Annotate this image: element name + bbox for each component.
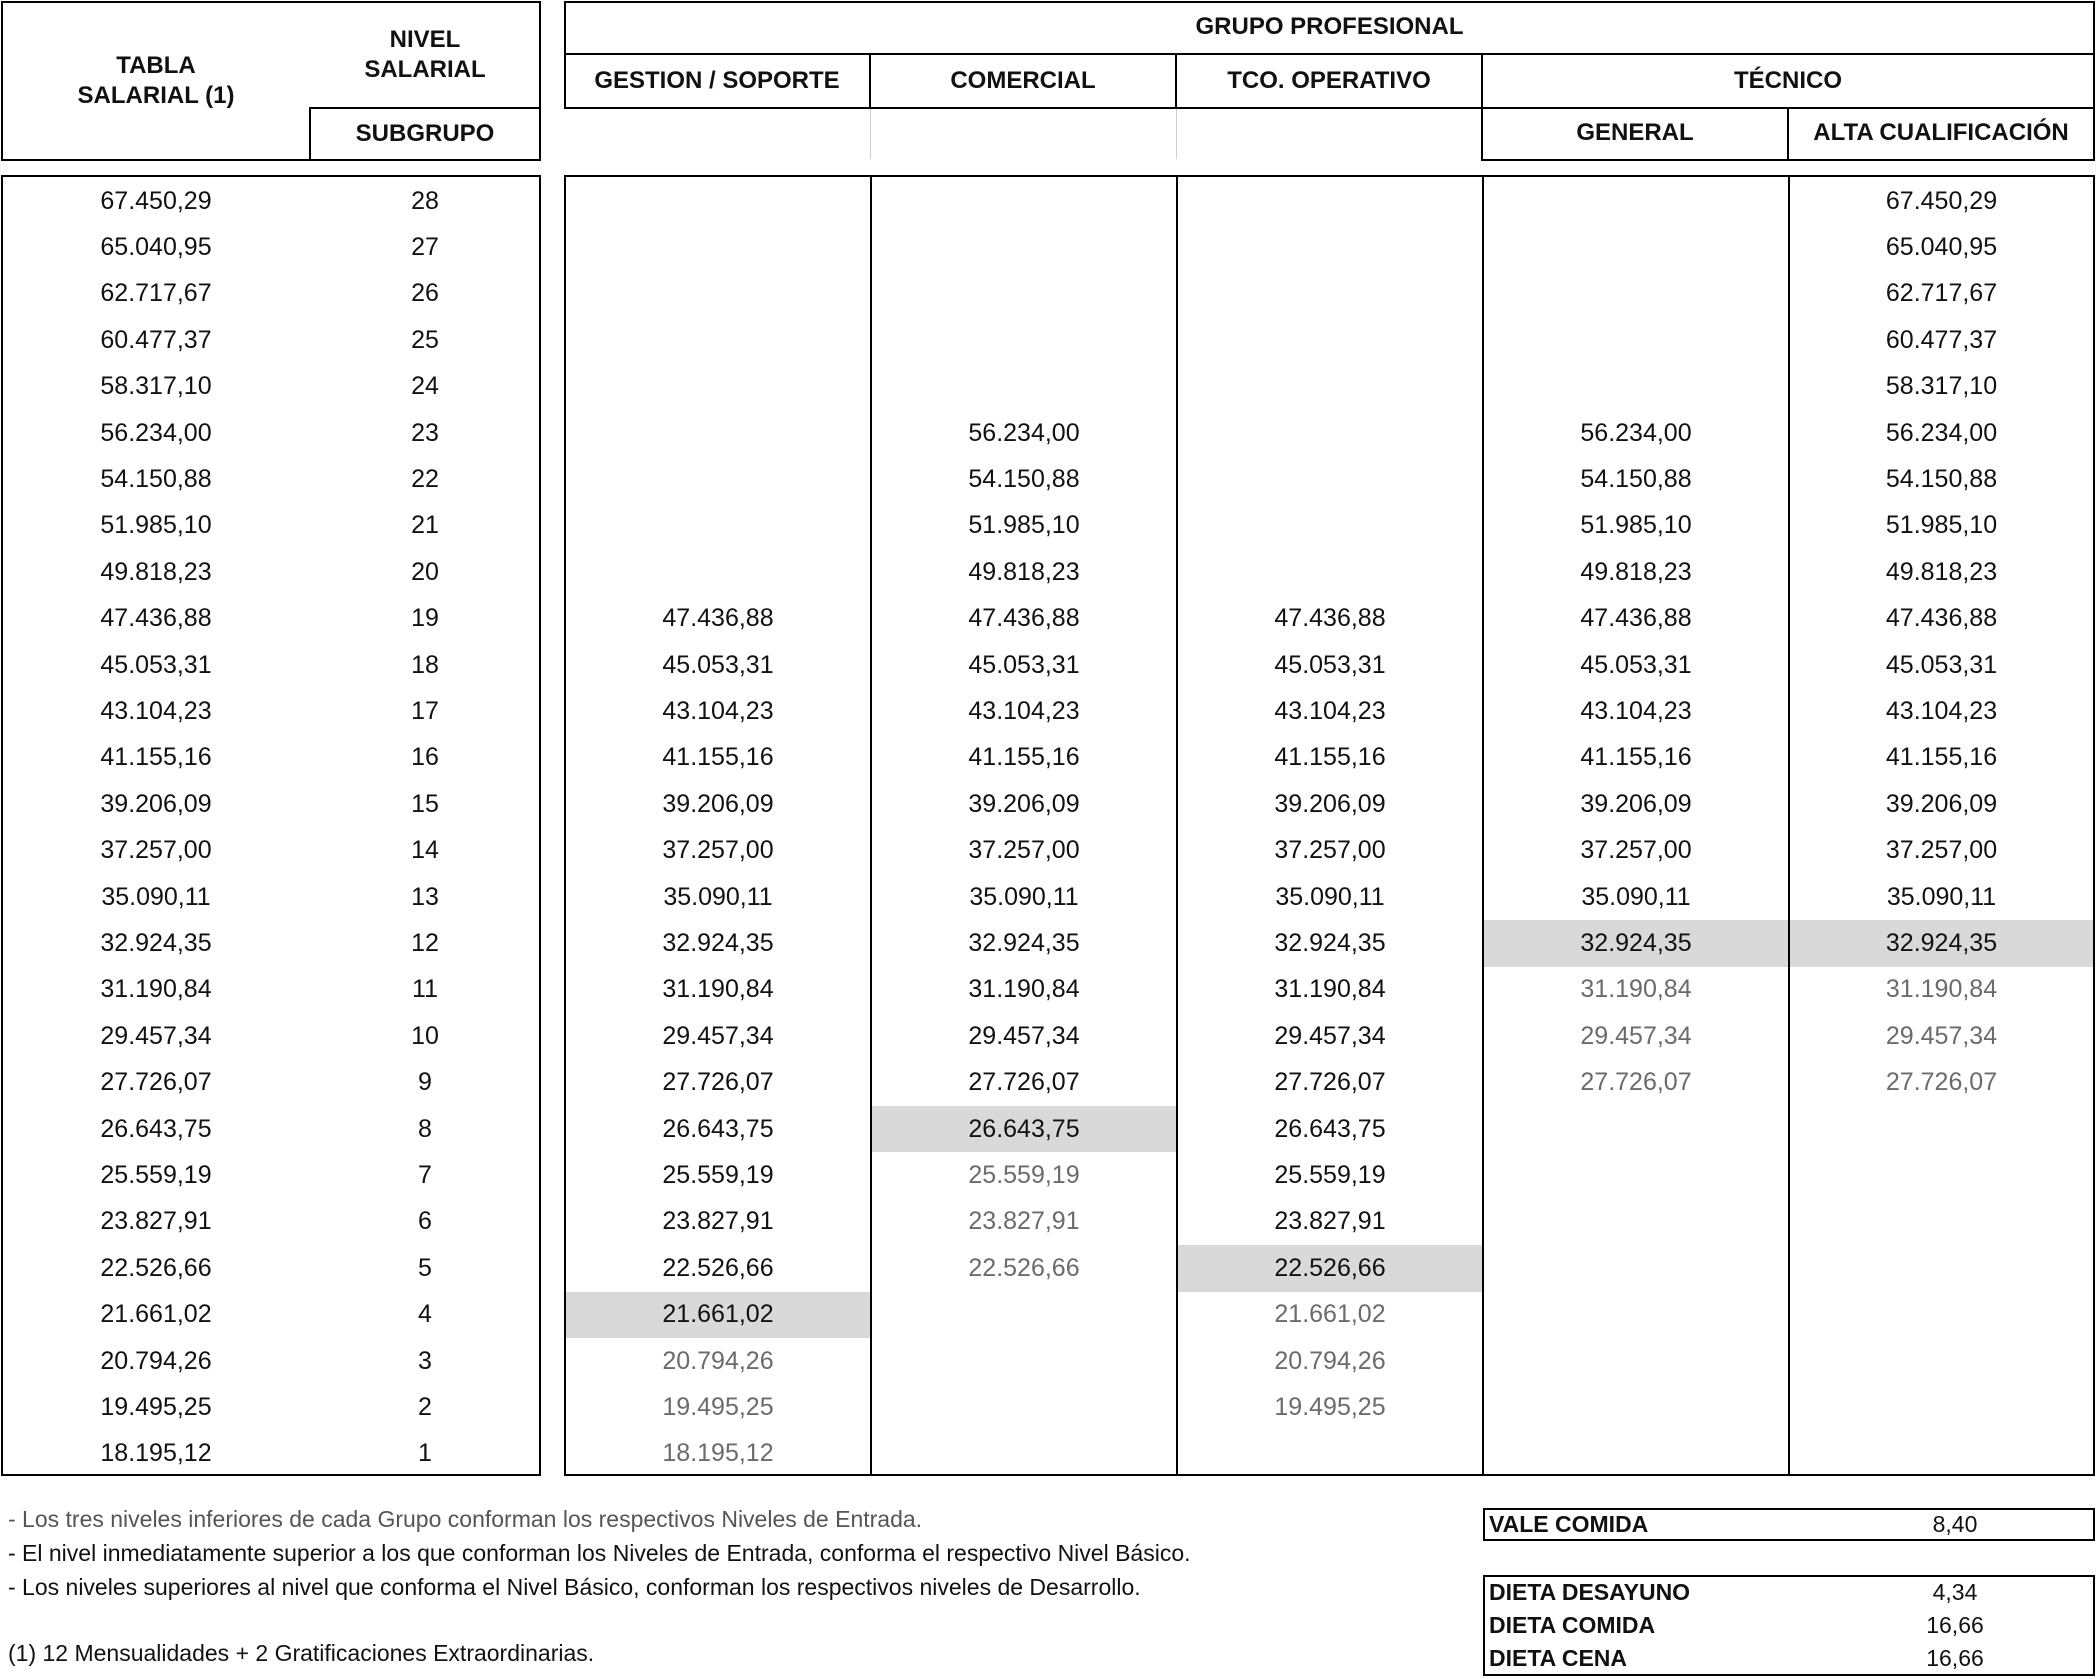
table-row — [3, 735, 539, 781]
table-row — [566, 410, 2093, 456]
tco-cell: 29.457,34 — [1274, 1021, 1386, 1050]
dieta-value: 16,66 — [1926, 1645, 1984, 1671]
alta-cell: 67.450,29 — [1885, 186, 1998, 215]
nivel-cell: 1 — [418, 1439, 432, 1468]
comercial-cell: 54.150,88 — [968, 465, 1080, 494]
comercial-cell — [872, 1292, 1176, 1338]
table-row — [3, 781, 539, 827]
tabla-salarial-cell: 18.195,12 — [100, 1439, 212, 1468]
vale-comida-box — [1483, 1508, 2095, 1541]
gestion-cell — [566, 317, 870, 363]
tco-cell: 21.661,02 — [1274, 1300, 1386, 1329]
alta-cell: 39.206,09 — [1885, 789, 1998, 818]
tabla-salarial-cell: 49.818,23 — [100, 557, 212, 586]
tabla-salarial-cell: 56.234,00 — [100, 418, 212, 447]
right-body-box — [564, 175, 2095, 1476]
nivel-cell: 25 — [411, 325, 439, 354]
gestion-cell: 45.053,31 — [662, 650, 774, 679]
general-cell — [1484, 1199, 1788, 1245]
general-cell — [1484, 1338, 1788, 1384]
tabla-salarial-cell: 27.726,07 — [100, 1068, 212, 1097]
table-row — [3, 1060, 539, 1106]
alta-cell — [1790, 1245, 2093, 1291]
alta-cell: 58.317,10 — [1885, 372, 1998, 401]
general-cell — [1484, 1152, 1788, 1198]
nivel-cell: 15 — [411, 789, 439, 818]
tabla-salarial-cell: 65.040,95 — [100, 233, 212, 262]
nivel-cell: 18 — [411, 650, 439, 679]
alta-cell: 43.104,23 — [1885, 697, 1998, 726]
table-row — [3, 1152, 539, 1198]
comercial-cell: 47.436,88 — [968, 604, 1080, 633]
general-cell: 47.436,88 — [1580, 604, 1692, 633]
general-cell: 35.090,11 — [1581, 882, 1691, 911]
table-row — [566, 920, 2093, 966]
alta-cell — [1790, 1431, 2093, 1477]
table-row — [3, 874, 539, 920]
gestion-cell: 39.206,09 — [662, 789, 774, 818]
alta-cell: 32.924,35 — [1790, 920, 2093, 966]
nivel-cell: 21 — [411, 511, 439, 540]
tco-cell — [1178, 410, 1482, 456]
alta-cell: 37.257,00 — [1885, 836, 1998, 865]
general-cell: 54.150,88 — [1580, 465, 1692, 494]
gestion-cell: 18.195,12 — [662, 1439, 774, 1468]
right-rows — [566, 177, 2093, 1474]
general-cell: 41.155,16 — [1580, 743, 1692, 772]
nivel-cell: 11 — [412, 975, 438, 1004]
general-cell — [1484, 1292, 1788, 1338]
table-row — [566, 828, 2093, 874]
tabla-salarial-cell: 67.450,29 — [100, 186, 212, 215]
gestion-cell: 37.257,00 — [662, 836, 774, 865]
gestion-cell: 27.726,07 — [662, 1068, 774, 1097]
table-row — [3, 1292, 539, 1338]
general-cell: 51.985,10 — [1580, 511, 1692, 540]
tco-cell — [1178, 1431, 1482, 1477]
tecnico-header: TÉCNICO — [1734, 67, 1842, 94]
table-row — [3, 1013, 539, 1059]
vale-comida-value: 8,40 — [1932, 1511, 1978, 1537]
nivel-cell: 9 — [418, 1068, 432, 1097]
general-cell: 32.924,35 — [1484, 920, 1788, 966]
table-row — [3, 920, 539, 966]
table-row — [3, 456, 539, 502]
table-row — [3, 1431, 539, 1477]
faint-divider — [870, 109, 871, 159]
grupo-profesional-header: GRUPO PROFESIONAL — [1195, 13, 1464, 40]
general-cell: 27.726,07 — [1580, 1068, 1692, 1097]
tco-cell: 20.794,26 — [1274, 1346, 1386, 1375]
alta-cell: 62.717,67 — [1885, 279, 1998, 308]
gestion-cell: 41.155,16 — [662, 743, 774, 772]
table-row — [566, 1431, 2093, 1477]
comercial-cell — [872, 317, 1176, 363]
comercial-cell: 49.818,23 — [968, 557, 1080, 586]
general-cell: 39.206,09 — [1580, 789, 1692, 818]
table-row — [566, 874, 2093, 920]
table-row — [566, 317, 2093, 363]
comercial-cell — [872, 271, 1176, 317]
dieta-row — [1485, 1642, 2093, 1675]
tabla-salarial-cell: 20.794,26 — [100, 1346, 212, 1375]
table-row — [566, 596, 2093, 642]
nivel-salarial-header: NIVEL SALARIAL — [364, 26, 486, 83]
nivel-cell: 8 — [418, 1114, 432, 1143]
alta-cell: 31.190,84 — [1885, 975, 1998, 1004]
alta-cell: 51.985,10 — [1885, 511, 1998, 540]
nivel-cell: 19 — [411, 604, 439, 633]
table-row — [3, 364, 539, 410]
nivel-cell: 14 — [411, 836, 439, 865]
tco-cell — [1178, 364, 1482, 410]
gestion-cell: 32.924,35 — [662, 929, 774, 958]
gestion-cell — [566, 503, 870, 549]
tco-cell — [1178, 503, 1482, 549]
note-desarrollo: - Los niveles superiores al nivel que conforma el Nivel Básico, conforman los respectivos niveles de Desarrollo. — [8, 1574, 1141, 1600]
comercial-cell — [872, 178, 1176, 224]
tco-cell: 22.526,66 — [1178, 1245, 1482, 1291]
table-row — [566, 271, 2093, 317]
alta-cell: 45.053,31 — [1885, 650, 1998, 679]
tabla-salarial-cell: 37.257,00 — [100, 836, 212, 865]
alta-cell: 41.155,16 — [1885, 743, 1998, 772]
nivel-cell: 24 — [411, 372, 439, 401]
tco-cell: 19.495,25 — [1274, 1393, 1386, 1422]
alta-cell: 60.477,37 — [1885, 325, 1998, 354]
tco-cell: 25.559,19 — [1274, 1161, 1386, 1190]
tco-cell — [1178, 317, 1482, 363]
table-row — [3, 1338, 539, 1384]
tabla-salarial-cell: 29.457,34 — [100, 1021, 212, 1050]
alta-cell — [1790, 1106, 2093, 1152]
alta-cell: 65.040,95 — [1885, 233, 1998, 262]
alta-cell — [1790, 1152, 2093, 1198]
nivel-cell: 20 — [411, 557, 439, 586]
comercial-cell — [872, 364, 1176, 410]
comercial-cell: 56.234,00 — [968, 418, 1080, 447]
table-row — [566, 1338, 2093, 1384]
comercial-cell: 43.104,23 — [968, 697, 1080, 726]
comercial-cell: 35.090,11 — [969, 882, 1079, 911]
nivel-cell: 17 — [411, 697, 439, 726]
tabla-salarial-cell: 35.090,11 — [101, 882, 211, 911]
tco-cell: 47.436,88 — [1274, 604, 1386, 633]
alta-cell — [1790, 1384, 2093, 1430]
tabla-salarial-cell: 25.559,19 — [100, 1161, 212, 1190]
dieta-label: DIETA CENA — [1489, 1645, 1627, 1671]
nivel-cell: 23 — [411, 418, 439, 447]
dieta-label: DIETA COMIDA — [1489, 1612, 1656, 1638]
alta-cell: 27.726,07 — [1885, 1068, 1998, 1097]
tabla-salarial-cell: 32.924,35 — [100, 929, 212, 958]
nivel-cell: 28 — [411, 186, 439, 215]
table-row — [3, 1106, 539, 1152]
alta-cell — [1790, 1199, 2093, 1245]
comercial-cell: 39.206,09 — [968, 789, 1080, 818]
tabla-salarial-cell: 31.190,84 — [100, 975, 212, 1004]
tco-cell — [1178, 549, 1482, 595]
tabla-salarial-cell: 43.104,23 — [100, 697, 212, 726]
general-cell — [1484, 271, 1788, 317]
table-row — [3, 828, 539, 874]
tco-cell: 31.190,84 — [1274, 975, 1386, 1004]
tco-cell: 26.643,75 — [1274, 1114, 1386, 1143]
comercial-cell: 26.643,75 — [872, 1106, 1176, 1152]
nivel-cell: 5 — [418, 1253, 432, 1282]
table-row — [566, 549, 2093, 595]
table-row — [566, 178, 2093, 224]
table-row — [3, 410, 539, 456]
gestion-cell — [566, 364, 870, 410]
comercial-cell: 31.190,84 — [968, 975, 1080, 1004]
gestion-cell: 29.457,34 — [662, 1021, 774, 1050]
gestion-cell — [566, 410, 870, 456]
tabla-salarial-cell: 51.985,10 — [100, 511, 212, 540]
table-row — [566, 1152, 2093, 1198]
tco-cell: 35.090,11 — [1275, 882, 1385, 911]
gestion-cell: 35.090,11 — [663, 882, 773, 911]
tabla-salarial-cell: 54.150,88 — [100, 465, 212, 494]
gestion-cell — [566, 178, 870, 224]
gestion-cell: 43.104,23 — [662, 697, 774, 726]
tabla-salarial-cell: 21.661,02 — [100, 1300, 212, 1329]
gestion-cell — [566, 549, 870, 595]
comercial-cell: 29.457,34 — [968, 1021, 1080, 1050]
nivel-cell: 22 — [411, 465, 439, 494]
gestion-cell: 19.495,25 — [662, 1393, 774, 1422]
nivel-cell: 13 — [411, 882, 439, 911]
comercial-cell: 51.985,10 — [968, 511, 1080, 540]
table-row — [566, 1384, 2093, 1430]
table-row — [566, 688, 2093, 734]
alta-cell: 47.436,88 — [1885, 604, 1998, 633]
tco-cell: 41.155,16 — [1274, 743, 1386, 772]
tco-cell: 39.206,09 — [1274, 789, 1386, 818]
tabla-salarial-cell: 22.526,66 — [100, 1253, 212, 1282]
vale-comida-label: VALE COMIDA — [1489, 1511, 1649, 1537]
comercial-cell — [872, 1431, 1176, 1477]
nivel-cell: 2 — [418, 1393, 432, 1422]
nivel-cell: 6 — [418, 1207, 432, 1236]
table-row — [566, 1013, 2093, 1059]
table-row — [3, 642, 539, 688]
alta-cell: 29.457,34 — [1885, 1021, 1998, 1050]
general-cell — [1484, 1384, 1788, 1430]
general-cell — [1484, 224, 1788, 270]
general-cell: 49.818,23 — [1580, 557, 1692, 586]
gestion-cell: 22.526,66 — [662, 1253, 774, 1282]
tco-cell: 37.257,00 — [1274, 836, 1386, 865]
nivel-cell: 3 — [418, 1346, 432, 1375]
comercial-cell — [872, 224, 1176, 270]
table-row — [3, 1199, 539, 1245]
table-row — [566, 1106, 2093, 1152]
table-row — [3, 503, 539, 549]
tco-cell: 23.827,91 — [1274, 1207, 1386, 1236]
gestion-cell — [566, 456, 870, 502]
general-cell — [1484, 1245, 1788, 1291]
gestion-cell: 25.559,19 — [662, 1161, 774, 1190]
nivel-cell: 16 — [411, 743, 439, 772]
gestion-cell: 31.190,84 — [662, 975, 774, 1004]
vale-comida-row — [1485, 1508, 2093, 1541]
tabla-salarial-cell: 19.495,25 — [100, 1393, 212, 1422]
faint-divider — [1176, 109, 1177, 159]
gestion-cell: 20.794,26 — [662, 1346, 774, 1375]
comercial-cell: 32.924,35 — [968, 929, 1080, 958]
note-entrada: - Los tres niveles inferiores de cada Grupo conforman los respectivos Niveles de Entrada. — [8, 1506, 923, 1532]
nivel-cell: 26 — [411, 279, 439, 308]
dieta-row — [1485, 1609, 2093, 1642]
table-row — [3, 688, 539, 734]
table-row — [566, 1060, 2093, 1106]
alta-cell — [1790, 1338, 2093, 1384]
comercial-cell — [872, 1338, 1176, 1384]
comercial-cell: 45.053,31 — [968, 650, 1080, 679]
table-row — [566, 364, 2093, 410]
general-cell: 43.104,23 — [1580, 697, 1692, 726]
alta-cell: 49.818,23 — [1885, 557, 1998, 586]
tabla-salarial-cell: 39.206,09 — [100, 789, 212, 818]
tco-cell: 43.104,23 — [1274, 697, 1386, 726]
nivel-cell: 10 — [411, 1021, 439, 1050]
subgrupo-header: SUBGRUPO — [355, 120, 495, 147]
general-cell: 56.234,00 — [1580, 418, 1692, 447]
table-row — [566, 1245, 2093, 1291]
tabla-salarial-cell: 23.827,91 — [100, 1207, 212, 1236]
tabla-salarial-header: TABLA SALARIAL (1) — [77, 52, 235, 109]
table-row — [566, 456, 2093, 502]
comercial-cell: 27.726,07 — [968, 1068, 1080, 1097]
dieta-label: DIETA DESAYUNO — [1489, 1579, 1691, 1605]
tco-cell — [1178, 456, 1482, 502]
left-rows — [3, 177, 539, 1474]
table-row — [3, 317, 539, 363]
gestion-cell: 23.827,91 — [662, 1207, 774, 1236]
tco-cell — [1178, 271, 1482, 317]
alta-cell: 56.234,00 — [1885, 418, 1998, 447]
tco-operativo-header: TCO. OPERATIVO — [1227, 67, 1431, 94]
comercial-cell — [872, 1384, 1176, 1430]
tabla-salarial-cell: 41.155,16 — [100, 743, 212, 772]
table-row — [566, 781, 2093, 827]
table-row — [566, 967, 2093, 1013]
general-cell — [1484, 1431, 1788, 1477]
gestion-cell: 21.661,02 — [566, 1292, 870, 1338]
table-row — [3, 967, 539, 1013]
tabla-salarial-cell: 62.717,67 — [100, 279, 212, 308]
general-header: GENERAL — [1576, 119, 1694, 146]
comercial-cell: 37.257,00 — [968, 836, 1080, 865]
alta-cualificacion-header: ALTA CUALIFICACIÓN — [1813, 119, 2069, 146]
tabla-salarial-cell: 60.477,37 — [100, 325, 212, 354]
comercial-cell: 25.559,19 — [968, 1161, 1080, 1190]
general-cell — [1484, 1106, 1788, 1152]
dieta-value: 4,34 — [1932, 1579, 1978, 1605]
gestion-cell: 26.643,75 — [662, 1114, 774, 1143]
dieta-value: 16,66 — [1926, 1612, 1984, 1638]
tco-cell: 45.053,31 — [1274, 650, 1386, 679]
dieta-row — [1485, 1576, 2093, 1609]
comercial-cell: 41.155,16 — [968, 743, 1080, 772]
left-header-box — [1, 1, 541, 161]
comercial-cell: 22.526,66 — [968, 1253, 1080, 1282]
comercial-cell: 23.827,91 — [968, 1207, 1080, 1236]
general-cell — [1484, 178, 1788, 224]
tco-cell: 27.726,07 — [1274, 1068, 1386, 1097]
tabla-salarial-cell: 58.317,10 — [100, 372, 212, 401]
alta-cell: 54.150,88 — [1885, 465, 1998, 494]
gestion-cell — [566, 271, 870, 317]
alta-cell: 35.090,11 — [1886, 882, 1997, 911]
tco-cell: 32.924,35 — [1274, 929, 1386, 958]
general-cell: 29.457,34 — [1580, 1021, 1692, 1050]
table-row — [3, 1245, 539, 1291]
general-cell: 45.053,31 — [1580, 650, 1692, 679]
table-row — [3, 549, 539, 595]
nivel-cell: 12 — [411, 929, 439, 958]
nivel-cell: 27 — [411, 233, 439, 262]
general-cell — [1484, 364, 1788, 410]
table-row — [566, 735, 2093, 781]
tco-cell — [1178, 224, 1482, 270]
general-cell: 31.190,84 — [1580, 975, 1692, 1004]
table-row — [3, 178, 539, 224]
table-row — [3, 1384, 539, 1430]
table-row — [566, 224, 2093, 270]
footnote: (1) 12 Mensualidades + 2 Gratificaciones Extraordinarias. — [8, 1640, 595, 1666]
nivel-cell: 4 — [418, 1300, 432, 1329]
tco-cell — [1178, 178, 1482, 224]
gestion-cell: 47.436,88 — [662, 604, 774, 633]
tabla-salarial-cell: 47.436,88 — [100, 604, 212, 633]
general-cell — [1484, 317, 1788, 363]
alta-cell — [1790, 1292, 2093, 1338]
nivel-cell: 7 — [418, 1161, 432, 1190]
table-row — [566, 1199, 2093, 1245]
comercial-header: COMERCIAL — [950, 67, 1096, 94]
table-row — [566, 503, 2093, 549]
table-row — [3, 271, 539, 317]
note-basico: - El nivel inmediatamente superior a los que conforman los Niveles de Entrada, conforma el respectivo Nivel Básico. — [8, 1540, 1191, 1566]
tabla-salarial-cell: 45.053,31 — [100, 650, 212, 679]
table-row — [566, 642, 2093, 688]
table-row — [3, 596, 539, 642]
general-cell: 37.257,00 — [1580, 836, 1692, 865]
table-row — [566, 1292, 2093, 1338]
dietas-box — [1483, 1575, 2095, 1676]
left-body-box — [1, 175, 541, 1476]
table-row — [3, 224, 539, 270]
gestion-cell — [566, 224, 870, 270]
gestion-soporte-header: GESTION / SOPORTE — [594, 67, 840, 94]
right-header-box — [564, 1, 2095, 161]
tabla-salarial-cell: 26.643,75 — [100, 1114, 212, 1143]
